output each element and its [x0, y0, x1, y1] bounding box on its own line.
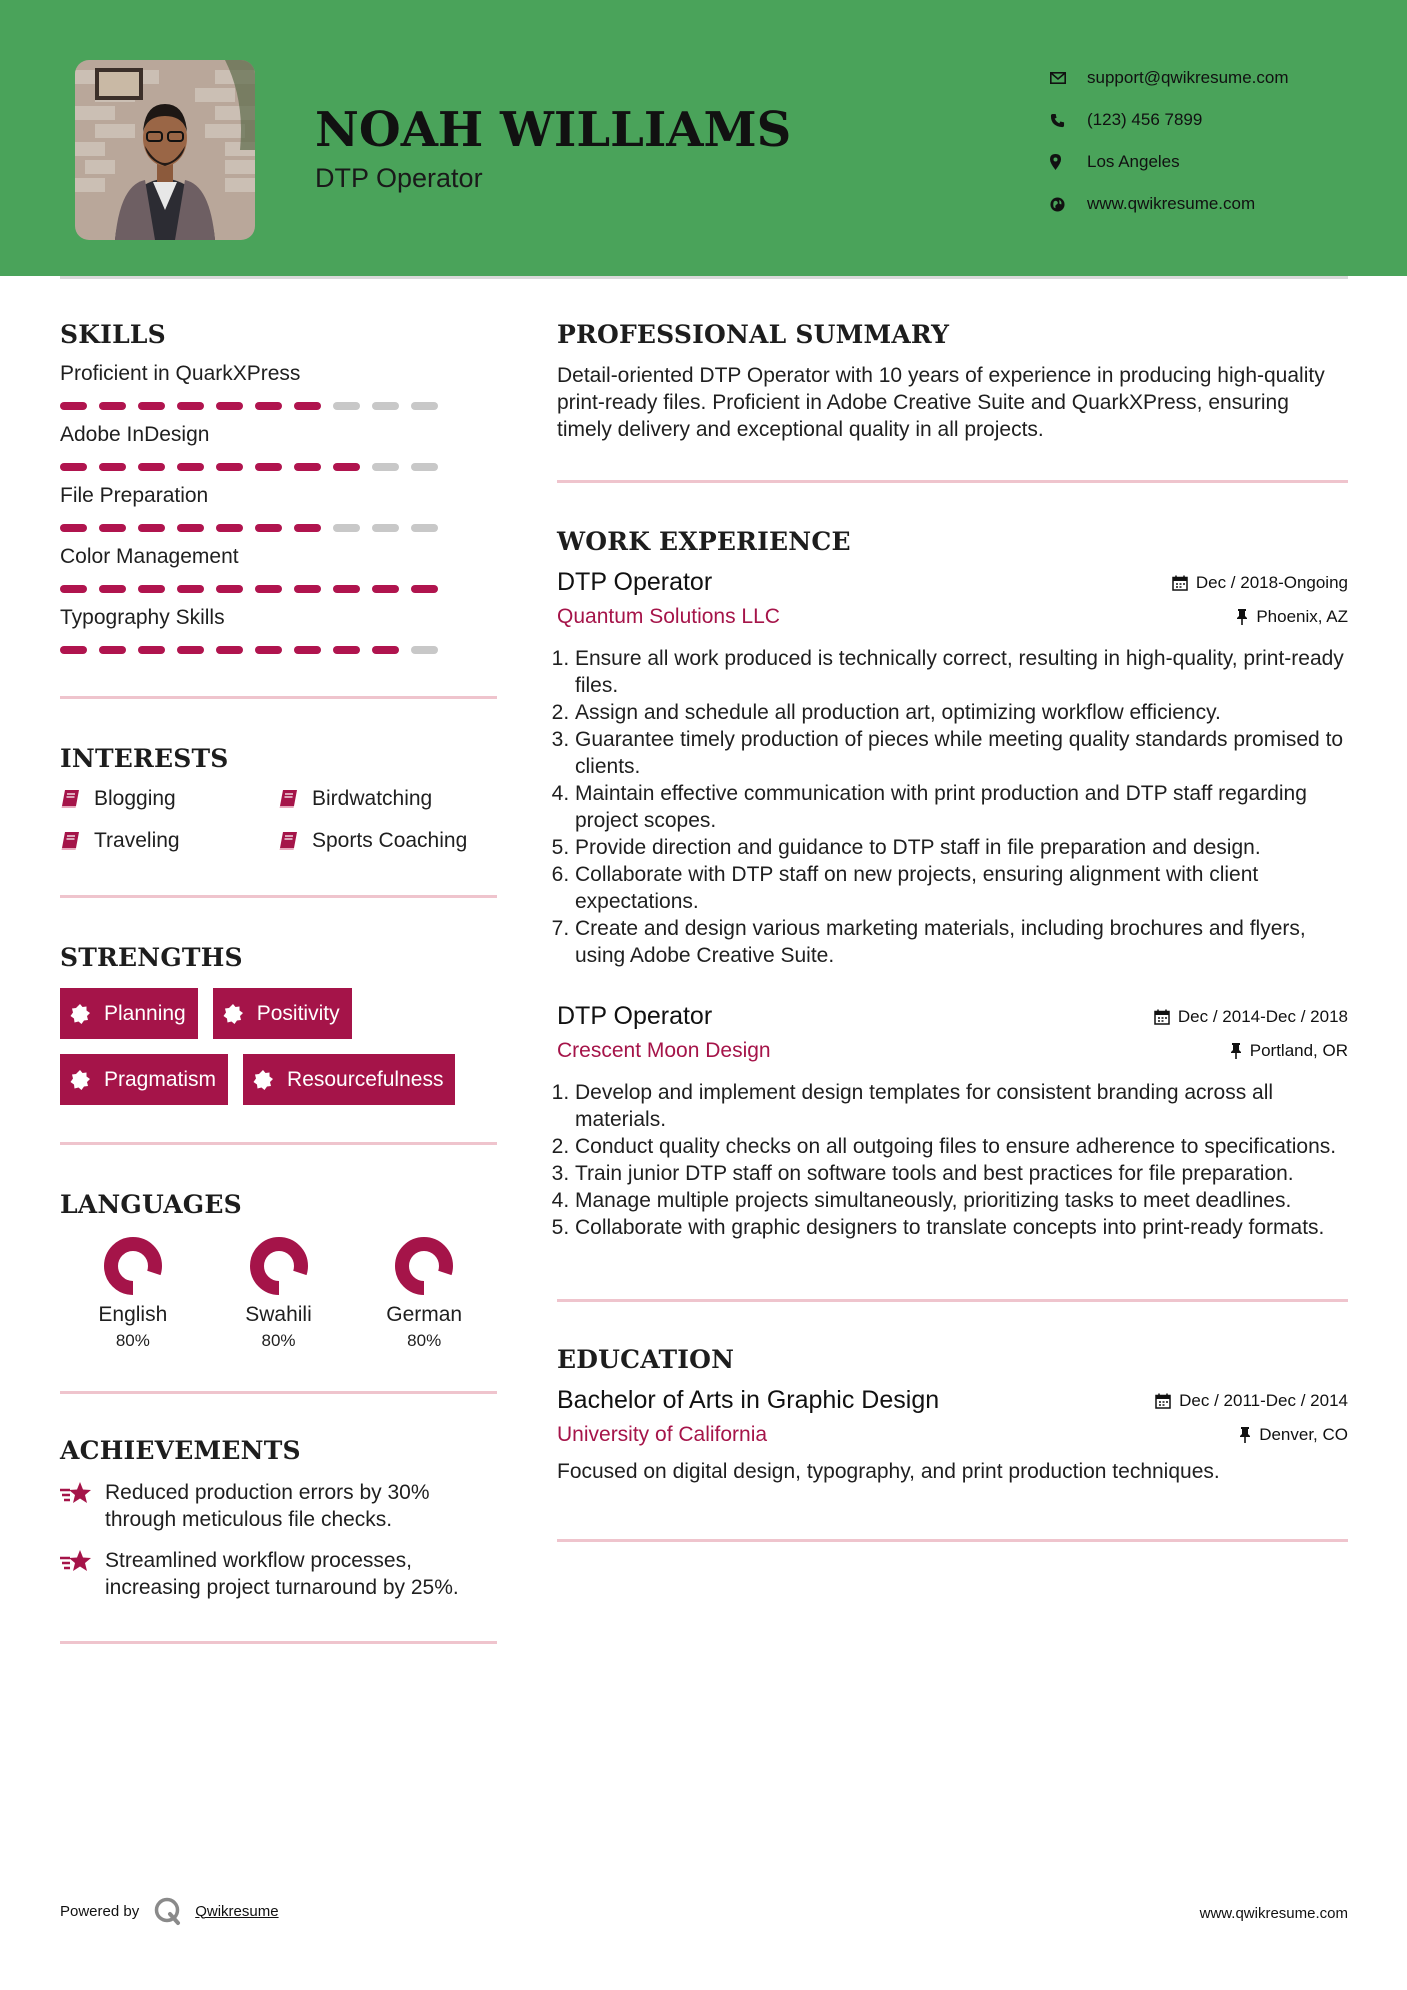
interests-title: INTERESTS [60, 744, 229, 773]
job-duties [557, 645, 1348, 969]
skill-dot [255, 524, 282, 532]
language-name: English [98, 1303, 168, 1326]
job-head [557, 568, 1348, 597]
calendar-icon [1155, 1393, 1171, 1409]
skill-dot [177, 463, 204, 471]
badge-icon [253, 1070, 287, 1090]
skill-rating [60, 402, 497, 410]
education-school: University of California [557, 1423, 768, 1446]
skill-dot [372, 463, 399, 471]
interests-list [60, 787, 497, 853]
pushpin-icon [1230, 1043, 1242, 1059]
skill-dot [138, 585, 165, 593]
job-duty: 4. Maintain effective communication with print production and DTP staff regarding project scopes. [575, 780, 1348, 834]
header-divider [60, 276, 1348, 279]
skill-rating [60, 524, 497, 532]
qwikresume-link[interactable]: Qwikresume [195, 1902, 279, 1920]
language-ring [102, 1235, 164, 1297]
education-section [557, 1345, 1348, 1485]
skill-dot [216, 463, 243, 471]
job-location-text: Phoenix, AZ [1256, 607, 1348, 626]
skill-dot [372, 402, 399, 410]
skills-section [60, 320, 497, 654]
job-duty: 5. Collaborate with graphic designers to translate concepts into print-ready formats. [575, 1214, 1348, 1241]
education-description: Focused on digital design, typography, and print production techniques. [557, 1460, 1220, 1483]
job-duty: 3. Train junior DTP staff on software tools and best practices for file preparation. [575, 1160, 1348, 1187]
achievement-item [60, 1479, 497, 1533]
skill-dot [177, 646, 204, 654]
education-degree: Bachelor of Arts in Graphic Design [557, 1386, 940, 1414]
education-date [1155, 1391, 1348, 1411]
interest-item [60, 829, 278, 853]
skill-dot [372, 585, 399, 593]
book-icon [278, 789, 312, 809]
section-divider [557, 1539, 1348, 1542]
section-divider [60, 1641, 497, 1644]
skill-dot [138, 524, 165, 532]
language-percent: 80% [407, 1331, 442, 1350]
skill-dot [138, 402, 165, 410]
strengths-list [60, 988, 497, 1120]
strength-label: Positivity [256, 1001, 340, 1025]
strength-label: Resourcefulness [287, 1067, 444, 1091]
job-location [1236, 607, 1348, 627]
education-head [557, 1386, 1348, 1415]
contact-website-text[interactable]: www.qwikresume.com [1087, 194, 1256, 213]
skill-dot [294, 585, 321, 593]
skill-dot [294, 646, 321, 654]
language-name: German [386, 1303, 463, 1326]
skill-dot [99, 463, 126, 471]
achievement-item [60, 1547, 497, 1601]
skill-dot [216, 524, 243, 532]
job-subhead [557, 1039, 1348, 1063]
job-entry [557, 1002, 1348, 1241]
skill-dot [60, 524, 87, 532]
languages-section [60, 1190, 497, 1351]
badge-icon [223, 1004, 257, 1024]
education-location-text: Denver, CO [1259, 1425, 1348, 1444]
skill-dot [333, 463, 360, 471]
summary-section [557, 320, 1348, 443]
star-icon [60, 1479, 105, 1533]
book-icon [278, 831, 312, 851]
skill-dot [411, 585, 438, 593]
strength-tag [60, 1054, 228, 1105]
skill-dot [411, 646, 438, 654]
skill-dot [333, 585, 360, 593]
skills-title: SKILLS [60, 320, 166, 349]
language-percent: 80% [261, 1331, 296, 1350]
skill-dot [60, 463, 87, 471]
skill-dot [255, 463, 282, 471]
strength-tag [60, 988, 198, 1039]
skill-dot [372, 646, 399, 654]
education-title: EDUCATION [557, 1345, 735, 1374]
strengths-section [60, 943, 497, 1120]
achievement-text: Reduced production errors by 30% through meticulous file checks. [105, 1481, 430, 1531]
contact-location-text: Los Angeles [1087, 152, 1180, 171]
skill-dot [294, 402, 321, 410]
skill-dot [177, 524, 204, 532]
job-title: DTP Operator [557, 1002, 713, 1030]
achievements-section [60, 1436, 497, 1601]
strength-tag [213, 988, 352, 1039]
interest-label: Blogging [94, 787, 176, 810]
skill-dot [255, 402, 282, 410]
section-divider [60, 1142, 497, 1145]
skill-dot [99, 585, 126, 593]
languages-title: LANGUAGES [60, 1190, 242, 1219]
experience-title: WORK EXPERIENCE [557, 527, 851, 556]
badge-icon [70, 1070, 104, 1090]
skill-rating [60, 646, 497, 654]
strength-tag [243, 1054, 455, 1105]
skill-dot [216, 646, 243, 654]
qwikresume-logo-icon [153, 1896, 183, 1926]
job-duties [557, 1079, 1348, 1241]
skill-dot [216, 585, 243, 593]
candidate-role: DTP Operator [315, 163, 483, 193]
job-location-text: Portland, OR [1249, 1041, 1348, 1060]
language-item [206, 1235, 352, 1351]
languages-list [60, 1235, 497, 1351]
skill-dot [177, 585, 204, 593]
phone-icon [1050, 113, 1087, 128]
skill-dot [99, 402, 126, 410]
job-company: Crescent Moon Design [557, 1039, 771, 1062]
strength-label: Planning [104, 1001, 186, 1025]
skill-name: Color Management [60, 545, 239, 568]
section-divider [557, 480, 1348, 483]
footer-powered-by [60, 1896, 279, 1926]
language-item [60, 1235, 206, 1351]
skill-dot [216, 402, 243, 410]
envelope-icon [1050, 72, 1087, 84]
skills-list [60, 362, 497, 654]
powered-by-text: Powered by [60, 1902, 140, 1920]
job-duty: 6. Collaborate with DTP staff on new projects, ensuring alignment with client expectations. [575, 861, 1348, 915]
experience-section [557, 527, 1348, 1241]
calendar-icon [1172, 575, 1188, 591]
skill-name: File Preparation [60, 484, 209, 507]
strength-label: Pragmatism [104, 1067, 217, 1091]
globe-icon [1050, 197, 1087, 212]
skill-dot [372, 524, 399, 532]
section-divider [60, 1391, 497, 1394]
star-icon [60, 1547, 105, 1601]
skill-dot [333, 402, 360, 410]
education-subhead [557, 1423, 1348, 1447]
skill-dot [411, 402, 438, 410]
section-divider [557, 1299, 1348, 1302]
job-duty: 4. Manage multiple projects simultaneously, prioritizing tasks to meet deadlines. [575, 1187, 1348, 1214]
skill-dot [255, 585, 282, 593]
interest-item [60, 787, 278, 811]
job-head [557, 1002, 1348, 1031]
skill-dot [294, 524, 321, 532]
job-date-text: Dec / 2014-Dec / 2018 [1177, 1006, 1348, 1026]
summary-title: PROFESSIONAL SUMMARY [557, 320, 950, 349]
footer-website[interactable]: www.qwikresume.com [1199, 1905, 1348, 1922]
skill-rating [60, 463, 497, 471]
interest-item [278, 787, 497, 811]
job-subhead [557, 605, 1348, 629]
skill-dot [294, 463, 321, 471]
job-date-text: Dec / 2018-Ongoing [1195, 572, 1348, 592]
skill-dot [99, 524, 126, 532]
skill-dot [411, 524, 438, 532]
job-duty: 2. Conduct quality checks on all outgoing files to ensure adherence to specifications. [575, 1133, 1348, 1160]
interest-item [278, 829, 497, 853]
education-location [1239, 1425, 1348, 1445]
map-pin-icon [1050, 154, 1087, 170]
skill-name: Proficient in QuarkXPress [60, 362, 301, 385]
language-item [351, 1235, 497, 1351]
book-icon [60, 789, 94, 809]
skill-dot [333, 524, 360, 532]
job-duty: 5. Provide direction and guidance to DTP staff in file preparation and design. [575, 834, 1348, 861]
language-ring [393, 1235, 455, 1297]
interest-label: Traveling [94, 829, 180, 852]
job-duty: 2. Assign and schedule all production art, optimizing workflow efficiency. [575, 699, 1348, 726]
summary-text: Detail-oriented DTP Operator with 10 years of experience in producing high-quality print-ready files. Proficient in Adobe Creative Suite and QuarkXPress, ensuring timely delivery and exceptional quality in all projects. [557, 364, 1325, 441]
skill-name: Adobe InDesign [60, 423, 210, 446]
pushpin-icon [1236, 609, 1248, 625]
interests-section [60, 744, 497, 853]
job-company: Quantum Solutions LLC [557, 605, 780, 628]
contact-email-text[interactable]: support@qwikresume.com [1087, 68, 1289, 87]
candidate-name: NOAH WILLIAMS [315, 102, 792, 158]
job-duty: 1. Ensure all work produced is technically correct, resulting in high-quality, print-ready files. [575, 645, 1348, 699]
skill-dot [138, 646, 165, 654]
job-duty: 3. Guarantee timely production of pieces while meeting quality standards promised to clients. [575, 726, 1348, 780]
achievements-title: ACHIEVEMENTS [60, 1436, 301, 1465]
interest-label: Sports Coaching [312, 829, 468, 852]
job-date [1172, 573, 1348, 593]
education-date-text: Dec / 2011-Dec / 2014 [1179, 1390, 1348, 1410]
interest-label: Birdwatching [312, 787, 433, 810]
skill-dot [411, 463, 438, 471]
skill-dot [60, 646, 87, 654]
job-title: DTP Operator [557, 568, 713, 596]
jobs-list [557, 568, 1348, 1241]
skill-rating [60, 585, 497, 593]
skill-dot [60, 402, 87, 410]
skill-dot [333, 646, 360, 654]
contact-location [1050, 141, 1380, 183]
skill-dot [60, 585, 87, 593]
left-column [60, 320, 497, 1644]
contact-phone[interactable] [1050, 99, 1380, 141]
achievement-text: Streamlined workflow processes, increasing project turnaround by 25%. [105, 1549, 459, 1599]
job-duty: 1. Develop and implement design templates for consistent branding across all materials. [575, 1079, 1348, 1133]
job-duty: 7. Create and design various marketing materials, including brochures and flyers, using Adobe Creative Suite. [575, 915, 1348, 969]
language-percent: 80% [115, 1331, 150, 1350]
calendar-icon [1154, 1009, 1170, 1025]
skill-dot [177, 402, 204, 410]
right-column [557, 320, 1348, 1542]
language-ring [248, 1235, 310, 1297]
skill-dot [99, 646, 126, 654]
section-divider [60, 696, 497, 699]
skill-name: Typography Skills [60, 606, 225, 629]
section-divider [60, 895, 497, 898]
skill-dot [138, 463, 165, 471]
contact-phone-text[interactable]: (123) 456 7899 [1087, 110, 1203, 129]
profile-photo [75, 60, 255, 240]
pushpin-icon [1239, 1427, 1251, 1443]
language-name: Swahili [245, 1303, 312, 1326]
job-entry [557, 568, 1348, 969]
book-icon [60, 831, 94, 851]
contact-list [1050, 57, 1380, 225]
job-date [1154, 1007, 1348, 1027]
strengths-title: STRENGTHS [60, 943, 243, 972]
contact-email[interactable] [1050, 57, 1380, 99]
skill-dot [255, 646, 282, 654]
badge-icon [70, 1004, 104, 1024]
contact-website[interactable] [1050, 183, 1380, 225]
job-location [1230, 1041, 1348, 1061]
